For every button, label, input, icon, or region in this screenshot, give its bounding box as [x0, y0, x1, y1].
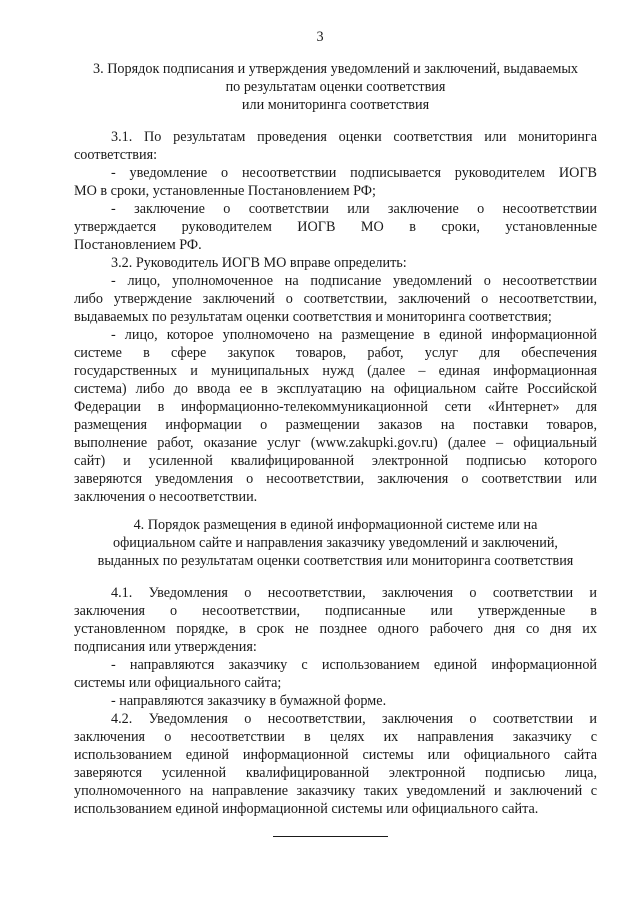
page-number: 3: [316, 29, 324, 45]
paragraph-line: уполномоченного на направление заказчику таких уведомлений и заключений с: [74, 783, 597, 799]
list-item-line: размещения информации о размещении заказов на поставки товаров,: [74, 417, 597, 433]
list-item-line: либо утверждение заключений о соответствии, заключений о несоответствии,: [74, 291, 597, 307]
footer-divider: [273, 836, 388, 837]
list-item-line: МО в сроки, установленные Постановлением РФ;: [74, 183, 376, 199]
paragraph-line: 3.1. По результатам проведения оценки соответствия или мониторинга: [111, 129, 597, 145]
list-item-line: - заключение о соответствии или заключение о несоответствии: [111, 201, 597, 217]
paragraph-line: заключения о несоответствии в целях их направления заказчику с: [74, 729, 597, 745]
paragraph-line: установленном порядке, в срок не позднее одного рабочего дня со дня их: [74, 621, 597, 637]
list-item-line: заверяются уведомления о несоответствии, заключения о соответствии или: [74, 471, 597, 487]
paragraph-line: 3.2. Руководитель ИОГВ МО вправе определить:: [111, 255, 407, 271]
list-item-line: утверждается руководителем ИОГВ МО в сроки, установленные: [74, 219, 597, 235]
list-item-line: Постановлением РФ.: [74, 237, 202, 253]
list-item-line: сайт) и усиленной квалифицированной электронной подписью которого: [74, 453, 597, 469]
list-item-line: государственных и муниципальных нужд (далее – единая информационная: [74, 363, 597, 379]
section-title-line: официальном сайте и направления заказчику уведомлений и заключений,: [113, 535, 558, 551]
list-item-line: - лицо, уполномоченное на подписание уведомлений о несоответствии: [111, 273, 597, 289]
paragraph-line: использованием единой информационной системы или официального сайта: [74, 747, 597, 763]
paragraph-line: заверяются усиленной квалифицированной электронной подписью лица,: [74, 765, 597, 781]
section-title-line: по результатам оценки соответствия: [225, 79, 446, 95]
list-item-line: - уведомление о несоответствии подписывается руководителем ИОГВ: [111, 165, 597, 181]
paragraph-line: подписания или утверждения:: [74, 639, 257, 655]
section-title-line: или мониторинга соответствия: [241, 97, 430, 113]
paragraph-line: использованием единой информационной системы или официального сайта.: [74, 801, 539, 817]
list-item-line: заключения о несоответствии.: [74, 489, 258, 505]
list-item-line: выдаваемых по результатам оценки соответствия и мониторинга соответствия;: [74, 309, 552, 325]
paragraph-line: соответствия:: [74, 147, 158, 163]
paragraph-line: 4.1. Уведомления о несоответствии, заключения о соответствии и: [111, 585, 597, 601]
list-item-line: Федерации в информационно-телекоммуникационной сети «Интернет» для: [74, 399, 597, 415]
section-title-line: выданных по результатам оценки соответствия или мониторинга соответствия: [97, 553, 574, 569]
list-item-line: системы или официального сайта;: [74, 675, 282, 691]
list-item-line: - направляются заказчику с использованием единой информационной: [111, 657, 597, 673]
list-item-line: выполнение работ, оказание услуг (www.zakupki.gov.ru) (далее – официальный: [74, 435, 597, 451]
section-title-line: 3. Порядок подписания и утверждения уведомлений и заключений, выдаваемых: [93, 61, 578, 77]
paragraph-line: заключения о несоответствии, подписанные или утвержденные в: [74, 603, 597, 619]
section-title-line: 4. Порядок размещения в единой информационной системе или на: [133, 517, 538, 533]
list-item-line: - направляются заказчику в бумажной форме.: [111, 693, 387, 709]
paragraph-line: 4.2. Уведомления о несоответствии, заключения о соответствии и: [111, 711, 597, 727]
list-item-line: системе в сфере закупок товаров, работ, услуг для обеспечения: [74, 345, 597, 361]
list-item-line: - лицо, которое уполномочено на размещение в единой информационной: [111, 327, 597, 343]
list-item-line: система) либо до ввода ее в эксплуатацию на официальном сайте Российской: [74, 381, 597, 397]
